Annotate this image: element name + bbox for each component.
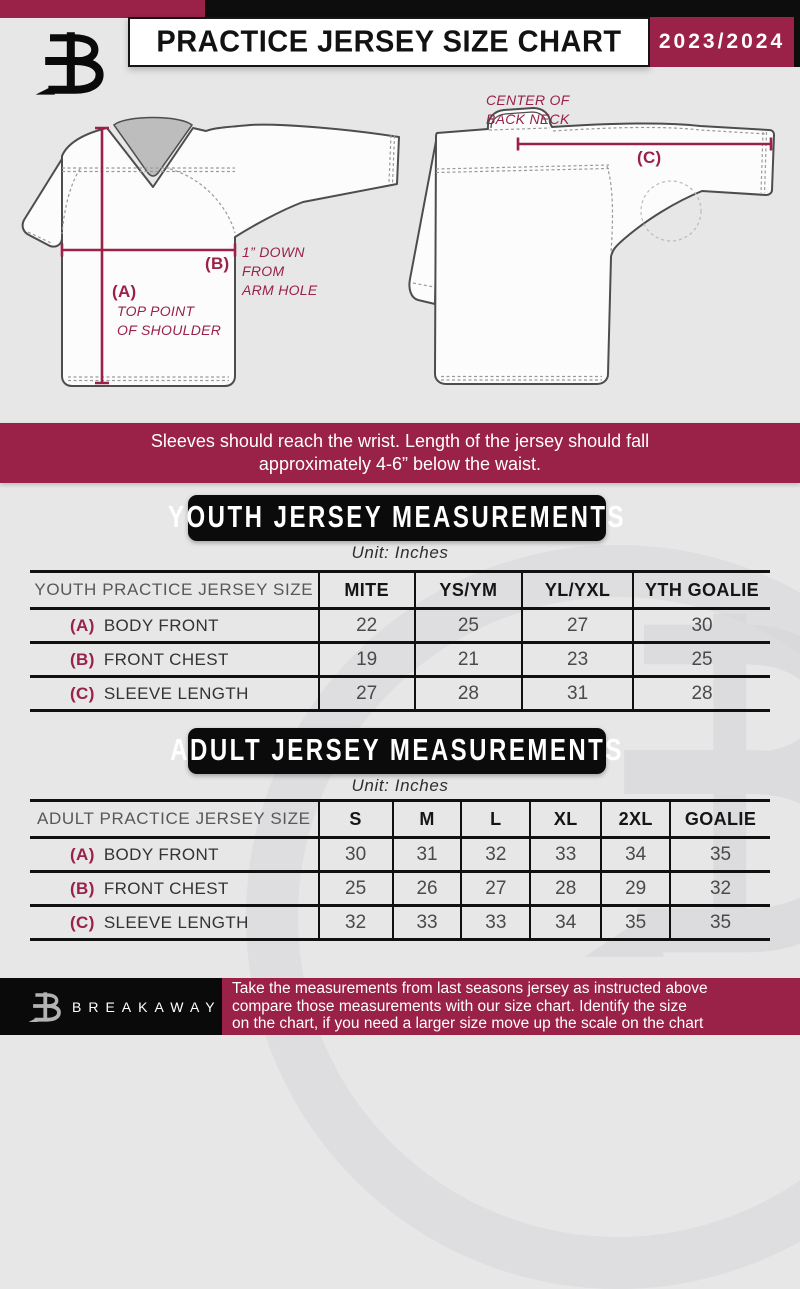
footer-note-line-3: on the chart, if you need a larger size move up the scale on the chart — [232, 1015, 704, 1033]
size-value-cell: 32 — [319, 906, 393, 940]
title-box — [128, 17, 650, 67]
measurement-row-label: (A) BODY FRONT — [30, 609, 319, 643]
size-col-header: YS/YM — [415, 572, 522, 609]
header — [0, 0, 800, 68]
size-value-cell: 30 — [633, 609, 770, 643]
measurement-row-label: (C) SLEEVE LENGTH — [30, 906, 319, 940]
size-value-cell: 34 — [530, 906, 601, 940]
adult-header-row — [30, 801, 770, 838]
measurement-row-label: (B) FRONT CHEST — [30, 643, 319, 677]
size-value-cell: 35 — [670, 838, 770, 872]
size-value-cell: 28 — [633, 677, 770, 711]
measurement-row-label: (B) FRONT CHEST — [30, 872, 319, 906]
adult-size-table — [30, 799, 770, 941]
breakaway-b-logo-footer — [24, 987, 62, 1025]
footer — [0, 978, 800, 1035]
youth-section-banner — [167, 495, 627, 541]
table-row — [30, 872, 770, 906]
youth-unit-label: Unit: Inches — [351, 543, 449, 562]
size-value-cell: 25 — [415, 609, 522, 643]
size-col-header: GOALIE — [670, 801, 770, 838]
arm-hole-note: 1” DOWN FROM ARM HOLE — [242, 244, 318, 298]
notice-line-1: Sleeves should reach the wrist. Length of the jersey should fall — [150, 431, 650, 451]
size-value-cell: 22 — [319, 609, 415, 643]
size-value-cell: 27 — [522, 609, 633, 643]
size-value-cell: 27 — [461, 872, 530, 906]
size-value-cell: 26 — [393, 872, 462, 906]
size-value-cell: 31 — [393, 838, 462, 872]
adult-unit-label: Unit: Inches — [351, 776, 449, 795]
size-col-header: 2XL — [601, 801, 670, 838]
youth-banner-title: YOUTH JERSEY MEASUREMENTS — [167, 500, 627, 535]
season-badge — [650, 17, 794, 67]
header-maroon-strip — [0, 0, 205, 18]
size-col-header: M — [393, 801, 462, 838]
size-value-cell: 28 — [415, 677, 522, 711]
adult-size-header: ADULT PRACTICE JERSEY SIZE — [30, 801, 319, 838]
top-point-of-shoulder-note: TOP POINT OF SHOULDER — [117, 303, 222, 338]
adult-banner-title: ADULT JERSEY MEASUREMENTS — [170, 733, 624, 768]
size-value-cell: 33 — [461, 906, 530, 940]
size-value-cell: 33 — [530, 838, 601, 872]
size-value-cell: 30 — [319, 838, 393, 872]
back-jersey-diagram — [403, 93, 793, 405]
size-col-header: YTH GOALIE — [633, 572, 770, 609]
size-value-cell: 35 — [670, 906, 770, 940]
youth-size-header: YOUTH PRACTICE JERSEY SIZE — [30, 572, 319, 609]
header-black-strip — [205, 0, 800, 18]
size-value-cell: 35 — [601, 906, 670, 940]
size-col-header: XL — [530, 801, 601, 838]
footer-note-line-1: Take the measurements from last seasons jersey as instructed above — [232, 980, 708, 998]
size-value-cell: 32 — [461, 838, 530, 872]
size-col-header: YL/YXL — [522, 572, 633, 609]
size-col-header: S — [319, 801, 393, 838]
jersey-diagrams — [0, 68, 800, 423]
size-value-cell: 21 — [415, 643, 522, 677]
size-value-cell: 29 — [601, 872, 670, 906]
center-of-back-neck-note: CENTER OF BACK NECK — [486, 92, 570, 127]
adult-section-banner — [170, 728, 624, 774]
size-col-header: L — [461, 801, 530, 838]
size-value-cell: 28 — [530, 872, 601, 906]
measure-a-label: (A) — [112, 282, 137, 301]
size-value-cell: 33 — [393, 906, 462, 940]
youth-size-table — [30, 570, 770, 712]
size-col-header: MITE — [319, 572, 415, 609]
footer-note-line-2: compare those measurements with our size chart. Identify the size — [232, 997, 687, 1015]
measure-b-label: (B) — [205, 254, 230, 273]
season-label: 2023/2024 — [658, 30, 786, 53]
measurement-row-label: (C) SLEEVE LENGTH — [30, 677, 319, 711]
size-value-cell: 25 — [633, 643, 770, 677]
page-title: PRACTICE JERSEY SIZE CHART — [156, 24, 622, 59]
size-value-cell: 19 — [319, 643, 415, 677]
table-row — [30, 643, 770, 677]
brand-name: BREAKAWAY — [72, 999, 222, 1015]
notice-line-2: approximately 4-6” below the waist. — [258, 454, 542, 474]
size-value-cell: 31 — [522, 677, 633, 711]
measurement-row-label: (A) BODY FRONT — [30, 838, 319, 872]
size-value-cell: 34 — [601, 838, 670, 872]
size-value-cell: 25 — [319, 872, 393, 906]
footer-instructions — [222, 978, 800, 1035]
size-value-cell: 32 — [670, 872, 770, 906]
measure-c-label: (C) — [637, 148, 662, 167]
table-row — [30, 838, 770, 872]
size-value-cell: 23 — [522, 643, 633, 677]
header-right-sliver — [794, 0, 800, 67]
youth-header-row — [30, 572, 770, 609]
fit-notice-banner — [0, 423, 800, 483]
table-row — [30, 609, 770, 643]
size-value-cell: 27 — [319, 677, 415, 711]
table-row — [30, 906, 770, 940]
table-row — [30, 677, 770, 711]
